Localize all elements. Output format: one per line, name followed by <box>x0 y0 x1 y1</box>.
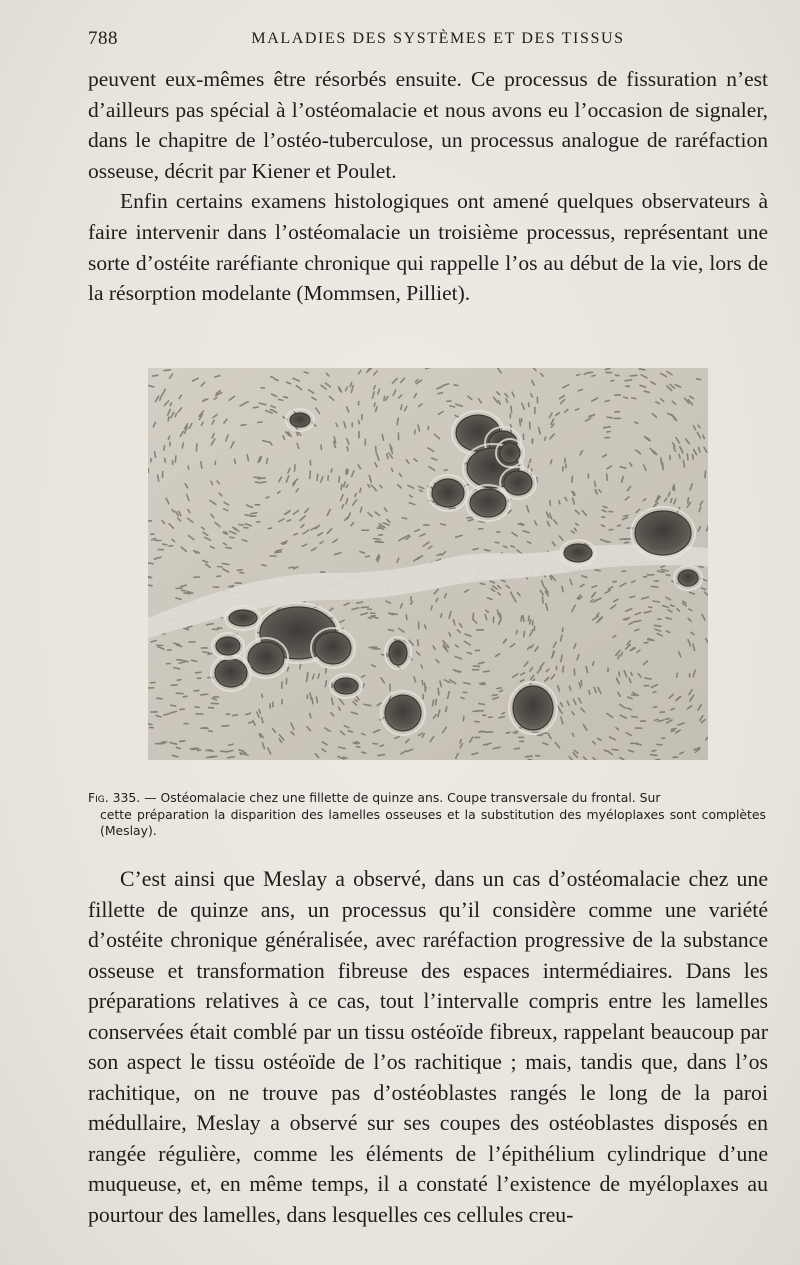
myeloplax-cell <box>504 471 532 495</box>
tissue-fiber <box>378 755 384 756</box>
myeloplax-cell <box>432 479 464 507</box>
tissue-fiber <box>428 427 429 430</box>
tissue-fiber <box>182 443 183 448</box>
tissue-fiber <box>670 456 671 460</box>
tissue-fiber <box>485 550 490 551</box>
myeloplax-cell <box>334 678 358 694</box>
tissue-fiber <box>619 672 620 676</box>
tissue-fiber <box>228 757 235 758</box>
tissue-fiber <box>576 409 579 410</box>
tissue-fiber <box>222 726 229 727</box>
tissue-fiber <box>581 680 582 685</box>
tissue-fiber <box>438 688 439 695</box>
tissue-fiber <box>497 688 501 689</box>
tissue-fiber <box>183 696 187 697</box>
tissue-fiber <box>266 497 269 498</box>
tissue-fiber <box>201 462 202 468</box>
histology-figure <box>148 368 708 760</box>
tissue-fiber <box>341 485 342 490</box>
tissue-fiber <box>683 461 684 468</box>
myeloplax-cell <box>389 641 407 665</box>
page-header <box>88 28 768 54</box>
tissue-fiber <box>361 607 368 608</box>
tissue-fiber <box>339 477 340 482</box>
tissue-fiber <box>495 542 498 543</box>
tissue-fiber <box>388 630 393 631</box>
tissue-fiber <box>392 613 397 614</box>
tissue-fiber <box>592 375 595 376</box>
tissue-fiber <box>245 515 251 516</box>
tissue-fiber <box>195 707 199 708</box>
tissue-fiber <box>179 662 185 663</box>
tissue-fiber <box>401 405 402 410</box>
tissue-fiber <box>528 616 529 621</box>
tissue-fiber <box>186 593 190 594</box>
tissue-fiber <box>426 368 430 369</box>
tissue-fiber <box>693 455 694 459</box>
tissue-fiber <box>687 454 688 460</box>
myeloplax-cell <box>290 413 310 427</box>
tissue-fiber <box>658 571 664 572</box>
tissue-fiber <box>247 455 248 461</box>
tissue-fiber <box>360 488 361 492</box>
tissue-fiber <box>654 625 661 626</box>
tissue-fiber <box>520 419 521 426</box>
tissue-fiber <box>632 717 638 718</box>
figure-caption <box>88 790 766 840</box>
tissue-fiber <box>677 673 678 677</box>
tissue-fiber <box>632 695 635 696</box>
tissue-fiber <box>550 501 551 506</box>
tissue-fiber <box>431 606 432 610</box>
tissue-fiber <box>164 370 170 371</box>
tissue-fiber <box>604 427 611 428</box>
tissue-fiber <box>357 602 363 603</box>
tissue-fiber <box>148 724 152 725</box>
tissue-fiber <box>195 672 201 673</box>
tissue-fiber <box>380 745 383 746</box>
micrograph-image <box>148 368 708 760</box>
tissue-fiber <box>653 707 656 708</box>
tissue-fiber <box>267 459 268 464</box>
tissue-fiber <box>441 614 442 618</box>
tissue-fiber <box>542 597 543 603</box>
myeloplax-cell <box>229 610 257 626</box>
tissue-fiber <box>192 749 199 750</box>
tissue-fiber <box>563 666 564 672</box>
tissue-fiber <box>615 412 620 413</box>
tissue-fiber <box>177 680 180 681</box>
tissue-fiber <box>376 541 383 542</box>
myeloplax-cell <box>248 642 284 674</box>
tissue-fiber <box>602 517 605 518</box>
tissue-fiber <box>444 470 447 471</box>
tissue-fiber <box>514 748 519 749</box>
text-block-top <box>88 64 768 309</box>
tissue-fiber <box>373 744 377 745</box>
tissue-fiber <box>499 690 502 691</box>
tissue-fiber <box>625 380 632 381</box>
tissue-fiber <box>366 556 370 557</box>
myeloplax-cell <box>470 489 506 517</box>
paragraph: C’est ainsi que Meslay a observé, dans un cas d’ostéomalacie chez une fillette de quinze ans, un processus qu’il considère comme une variété d’ostéite chronique généralisée, avec raréfaction progressive de la substance osseuse et transformation fibreuse des espaces intermédiaires. Dans les préparations relatives à ce cas, tout l’intervalle compris entre les lamelles conservées était comblé par un tissu ostéoïde fibreux, rappelant beaucoup par son aspect le tissu ostéoïde de l’os rachitique ; mais, tandis que, dans l’os rachitique, on ne trouve pas d’ostéoblastes rangés le long de la paroi médullaire, Meslay a observé sur ses coupes des ostéoblastes disposés en rangée régulière, comme les éléments de l’épithélium cylindrique d’une muqueuse, et, en même temps, il a constaté l’existence de myéloplaxes au pourtour des lamelles, dans lesquelles ces cellules creu- <box>88 867 768 1227</box>
tissue-fiber <box>217 576 221 577</box>
tissue-fiber <box>175 414 176 417</box>
tissue-fiber <box>661 458 662 465</box>
tissue-fiber <box>473 613 474 620</box>
tissue-fiber <box>511 546 515 547</box>
myeloplax-cell <box>678 570 698 586</box>
tissue-fiber <box>262 565 266 566</box>
tissue-fiber <box>479 704 484 705</box>
tissue-fiber <box>368 618 371 619</box>
tissue-fiber <box>256 482 261 483</box>
tissue-fiber <box>662 738 665 739</box>
figure-label: Fig. 335. <box>88 790 141 805</box>
tissue-fiber <box>317 474 318 480</box>
tissue-fiber <box>651 755 657 756</box>
tissue-fiber <box>206 750 211 751</box>
tissue-fiber <box>165 458 166 462</box>
tissue-fiber <box>304 372 308 373</box>
tissue-fiber <box>163 544 167 545</box>
tissue-fiber <box>607 417 612 418</box>
tissue-fiber <box>436 699 437 704</box>
myeloplax-cell <box>635 511 691 555</box>
tissue-fiber <box>171 705 176 706</box>
tissue-fiber <box>511 406 512 412</box>
tissue-fiber <box>235 459 236 463</box>
tissue-fiber <box>284 397 288 398</box>
tissue-fiber <box>622 479 623 483</box>
tissue-fiber <box>271 377 274 378</box>
tissue-fiber <box>652 586 658 587</box>
paragraph: Enfin certains examens histologiques ont amené quelques observateurs à faire intervenir dans l’ostéomalacie un troisième processus, représentant une sorte d’ostéite raréfiante chronique qui rappelle l’os au début de la vie, lors de la résorption modelante (Mommsen, Pilliet). <box>88 189 768 306</box>
tissue-fiber <box>589 691 590 695</box>
myeloplax-cell <box>513 686 553 730</box>
tissue-fiber <box>316 697 317 703</box>
tissue-fiber <box>521 616 522 621</box>
tissue-fiber <box>648 640 653 641</box>
tissue-fiber <box>376 447 377 453</box>
tissue-fiber <box>559 501 560 504</box>
tissue-fiber <box>624 542 628 543</box>
tissue-fiber <box>438 393 443 394</box>
tissue-fiber <box>624 515 628 516</box>
myeloplax-cell <box>564 544 592 562</box>
tissue-fiber <box>705 471 706 478</box>
tissue-fiber <box>506 732 510 733</box>
tissue-fiber <box>251 513 256 514</box>
tissue-fiber <box>480 583 484 584</box>
tissue-fiber <box>577 374 580 375</box>
tissue-fiber <box>262 694 263 697</box>
tissue-fiber <box>671 499 672 503</box>
tissue-fiber <box>562 587 563 592</box>
tissue-fiber <box>326 669 327 674</box>
tissue-fiber <box>258 422 262 423</box>
tissue-fiber <box>645 678 651 679</box>
tissue-fiber <box>666 575 670 576</box>
tissue-fiber <box>326 681 327 687</box>
tissue-fiber <box>630 375 637 376</box>
tissue-fiber <box>688 498 689 503</box>
tissue-fiber <box>233 715 238 716</box>
tissue-fiber <box>239 525 243 526</box>
tissue-fiber <box>475 721 479 722</box>
tissue-fiber <box>530 620 531 624</box>
tissue-fiber <box>526 756 533 757</box>
tissue-fiber <box>665 719 669 720</box>
tissue-fiber <box>612 749 618 750</box>
tissue-fiber <box>177 748 181 749</box>
running-head: MALADIES DES SYSTÈMES ET DES TISSUS <box>251 30 625 47</box>
tissue-fiber <box>422 681 423 685</box>
tissue-fiber <box>616 375 620 376</box>
tissue-fiber <box>180 741 185 742</box>
tissue-fiber <box>605 400 609 401</box>
tissue-fiber <box>653 692 656 693</box>
tissue-fiber <box>484 671 490 672</box>
tissue-fiber <box>617 525 620 526</box>
tissue-fiber <box>374 539 381 540</box>
tissue-fiber <box>679 454 680 458</box>
tissue-fiber <box>168 417 169 421</box>
tissue-fiber <box>697 379 701 380</box>
tissue-fiber <box>624 397 628 398</box>
tissue-fiber <box>331 469 332 472</box>
tissue-fiber <box>463 716 464 721</box>
tissue-fiber <box>268 528 271 529</box>
tissue-fiber <box>175 456 176 462</box>
tissue-fiber <box>275 552 281 553</box>
tissue-fiber <box>523 616 524 622</box>
tissue-fiber <box>148 563 153 564</box>
tissue-fiber <box>572 476 573 482</box>
tissue-fiber <box>229 744 233 745</box>
tissue-fiber <box>347 447 348 451</box>
tissue-fiber <box>171 685 177 686</box>
tissue-fiber <box>384 396 385 400</box>
tissue-fiber <box>545 437 546 440</box>
tissue-fiber <box>611 380 614 381</box>
tissue-fiber <box>369 475 370 479</box>
tissue-fiber <box>652 750 656 751</box>
tissue-fiber <box>348 470 349 474</box>
caption-lead: — Ostéomalacie chez une fillette de quinze ans. Coupe transversale du frontal. Sur <box>140 790 661 805</box>
tissue-fiber <box>516 631 517 634</box>
tissue-fiber <box>196 444 197 451</box>
tissue-fiber <box>613 581 616 582</box>
text-block-bottom <box>88 864 768 1230</box>
tissue-fiber <box>632 398 636 399</box>
tissue-fiber <box>644 391 649 392</box>
tissue-fiber <box>672 728 677 729</box>
tissue-fiber <box>188 466 189 469</box>
tissue-fiber <box>152 375 158 376</box>
tissue-fiber <box>441 524 446 525</box>
tissue-fiber <box>636 744 641 745</box>
myeloplax-cell <box>500 443 520 463</box>
tissue-fiber <box>310 475 311 479</box>
tissue-fiber <box>307 673 308 677</box>
tissue-fiber <box>492 695 497 696</box>
tissue-fiber <box>402 518 406 519</box>
tissue-fiber <box>244 527 248 528</box>
tissue-fiber <box>198 750 201 751</box>
tissue-fiber <box>148 585 152 586</box>
tissue-fiber <box>593 662 594 666</box>
tissue-fiber <box>362 752 366 753</box>
tissue-fiber <box>158 475 159 481</box>
tissue-fiber <box>226 548 231 549</box>
tissue-fiber <box>655 719 658 720</box>
tissue-fiber <box>155 452 156 457</box>
tissue-fiber <box>218 567 223 568</box>
tissue-fiber <box>157 698 162 699</box>
tissue-fiber <box>287 668 288 671</box>
tissue-fiber <box>194 690 199 691</box>
tissue-fiber <box>279 399 283 400</box>
tissue-fiber <box>450 406 455 407</box>
tissue-fiber <box>230 537 234 538</box>
tissue-fiber <box>480 683 485 684</box>
tissue-fiber <box>467 517 472 518</box>
tissue-fiber <box>446 707 447 712</box>
tissue-fiber <box>374 403 375 406</box>
tissue-fiber <box>241 425 246 426</box>
tissue-fiber <box>663 463 664 470</box>
tissue-fiber <box>353 743 357 744</box>
paragraph: peuvent eux-mêmes être résorbés ensuite. Ce processus de fissuration n’est d’ailleurs pas spécial à l’ostéomalacie et nous avons eu l’occasion de signaler, dans le chapitre de l’ostéo-tuberculose, un processus analogue de raréfaction osseuse, décrit par Kiener et Poulet. <box>88 67 768 183</box>
tissue-fiber <box>595 482 596 487</box>
tissue-fiber <box>425 683 426 689</box>
myeloplax-cell <box>315 632 351 664</box>
tissue-fiber <box>607 432 610 433</box>
tissue-fiber <box>310 461 311 465</box>
caption-body: cette préparation la disparition des lamelles osseuses et la substitution des myéloplaxes sont complètes (Meslay). <box>100 806 766 839</box>
tissue-fiber <box>359 421 360 424</box>
tissue-fiber <box>312 698 313 704</box>
tissue-fiber <box>418 640 419 646</box>
tissue-fiber <box>524 631 525 636</box>
tissue-fiber <box>253 407 258 408</box>
tissue-fiber <box>372 616 375 617</box>
tissue-fiber <box>454 385 458 386</box>
tissue-fiber <box>498 610 499 614</box>
tissue-fiber <box>671 730 675 731</box>
tissue-fiber <box>218 628 222 629</box>
tissue-fiber <box>180 709 184 710</box>
tissue-fiber <box>595 570 600 571</box>
tissue-fiber <box>223 532 226 533</box>
myeloplax-cell <box>215 659 247 687</box>
tissue-fiber <box>699 566 703 567</box>
tissue-fiber <box>221 751 228 752</box>
myeloplax-cell <box>216 637 240 655</box>
tissue-fiber <box>653 601 659 602</box>
tissue-fiber <box>258 478 265 479</box>
page-number: 788 <box>88 28 118 49</box>
tissue-fiber <box>644 642 648 643</box>
tissue-fiber <box>289 567 294 568</box>
myeloplax-cell <box>385 695 421 731</box>
tissue-fiber <box>631 673 632 676</box>
tissue-fiber <box>203 652 209 653</box>
tissue-fiber <box>208 654 212 655</box>
tissue-fiber <box>406 615 407 620</box>
tissue-fiber <box>607 474 608 480</box>
tissue-fiber <box>362 734 365 735</box>
